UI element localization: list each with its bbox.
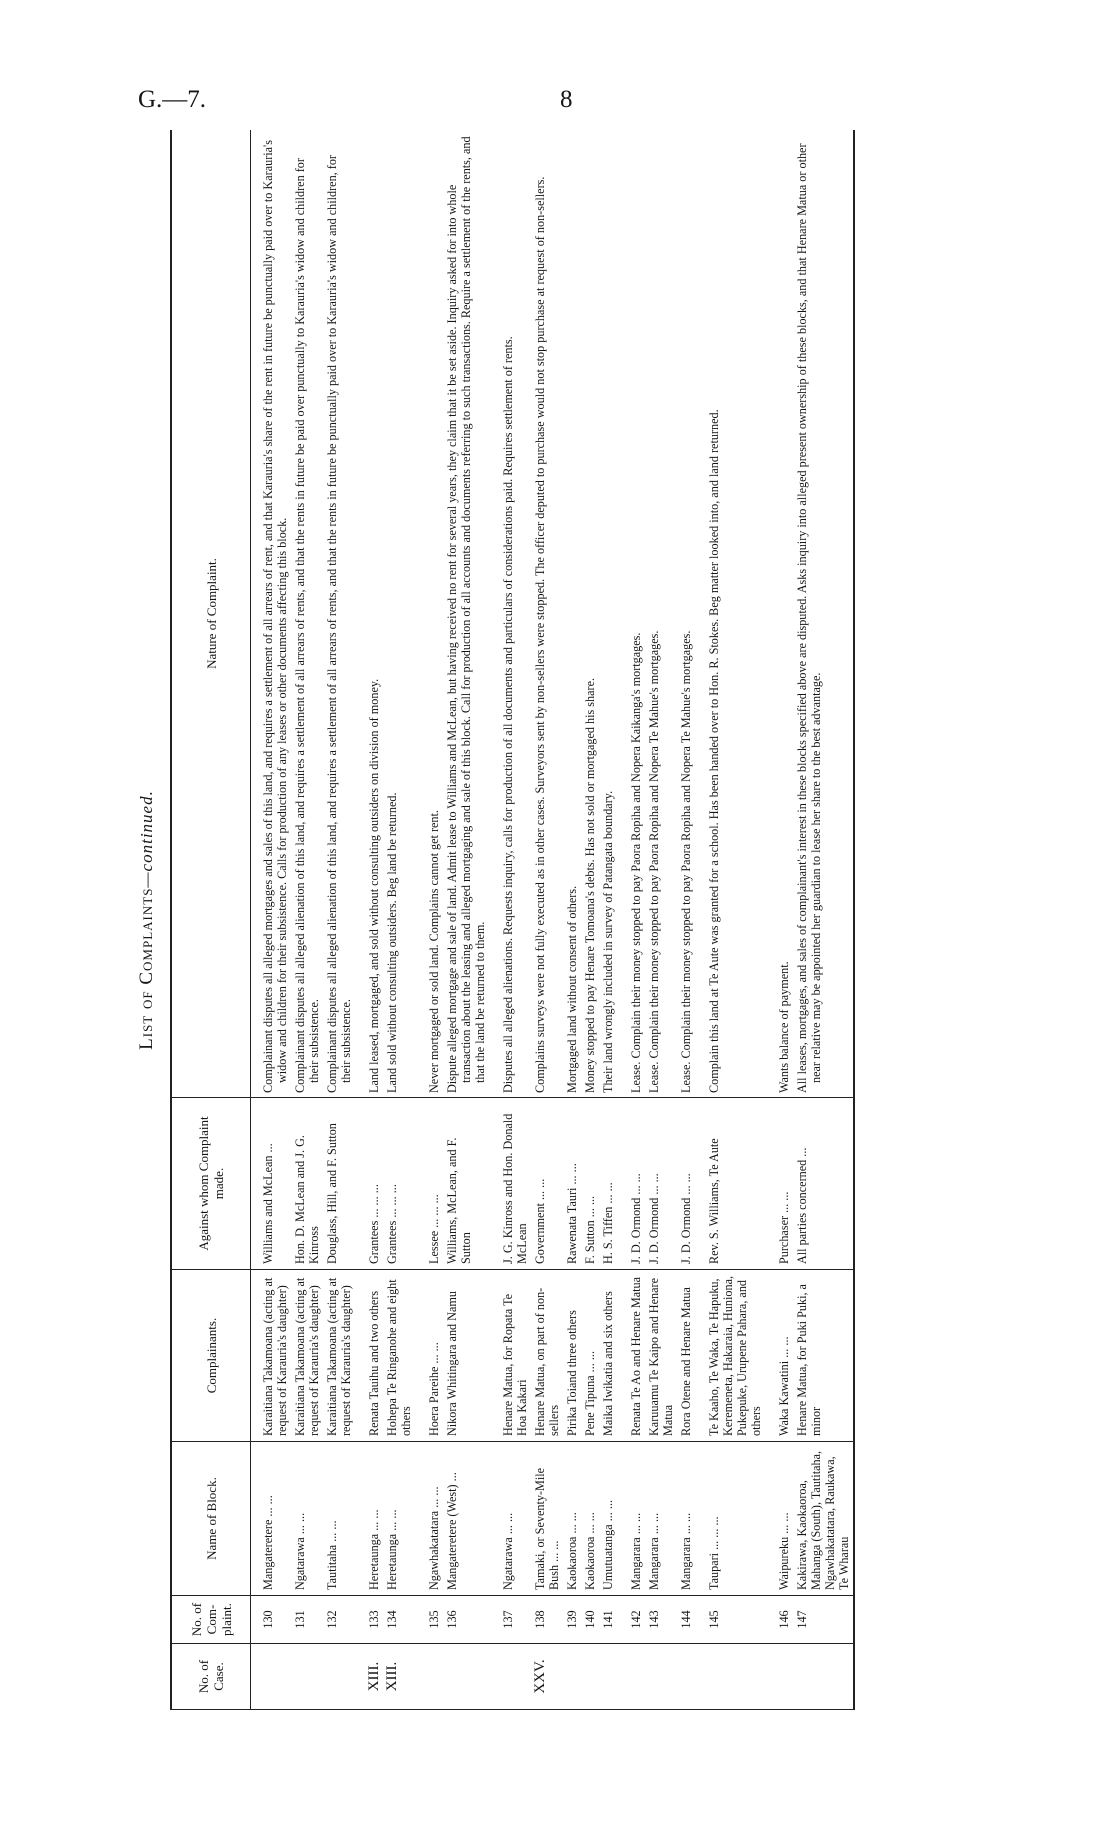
- complainants-cell: Hoera Pareihe ... ...: [415, 1270, 443, 1442]
- complaint-number-cell: 145: [695, 1596, 765, 1644]
- col-case-header: No. of Case.: [171, 1644, 251, 1710]
- nature-cell: Dispute alleged mortgage and sale of land. Admit lease to Williams and McLean, but having received no rent for several years, they claim that it be set aside. Inquiry asked for into whole transaction about the leasing and alleged mortgaging and sale of this block. Call for production of all accounts and documents referring to such transactions. Require a settlement of the rents, and that the land be returned to them.: [443, 130, 489, 1098]
- nature-cell: All leases, mortgages, and sales of complainant's interest in these blocks specified above are disputed. Asks inquiry into alleged present ownership of these blocks, and that Henare Matua or other near relative may be appointed her guardian to lease her share to the best advantage.: [793, 130, 854, 1098]
- case-cell: [489, 1644, 531, 1710]
- block-name-cell: Waipureku ... ...: [765, 1442, 793, 1596]
- block-name-cell: Ngawhakatatara ... ...: [415, 1442, 443, 1596]
- table-row: [415, 130, 443, 1710]
- complainants-cell: Karaitiana Takamoana (acting at request of Karauria's daughter): [323, 1270, 355, 1442]
- table-row: [765, 130, 793, 1710]
- rotated-content: [130, 130, 1015, 1710]
- against-cell: Rev. S. Williams, Te Aute: [695, 1098, 765, 1270]
- against-cell: Government ... ...: [531, 1098, 563, 1270]
- case-cell: [617, 1644, 645, 1710]
- complainants-cell: Pene Tipuna ... ...: [581, 1270, 599, 1442]
- nature-cell: Their land wrongly included in survey of Patangata boundary.: [599, 130, 617, 1098]
- against-cell: Williams and McLean ...: [251, 1098, 292, 1270]
- rotated-table-region: [130, 130, 1015, 1710]
- complainants-cell: Renata Te Ao and Henare Matua: [617, 1270, 645, 1442]
- case-cell: [415, 1644, 443, 1710]
- table-row: [563, 130, 581, 1710]
- nature-cell: Complainant disputes all alleged alienation of this land, and requires a settlement of all arrears of rents, and that the rents in future be paid over punctually to Karauria's widow and children for their subsistence.: [291, 130, 323, 1098]
- nature-cell: Complain this land at Te Aute was granted for a school. Has been handed over to Hon. R. Stokes. Beg matter looked into, and land returned.: [695, 130, 765, 1098]
- complaint-number-cell: 139: [563, 1596, 581, 1644]
- against-cell: J. D. Ormond ... ...: [677, 1098, 695, 1270]
- col-nature-header: Nature of Complaint.: [171, 130, 251, 1098]
- block-name-cell: Tamaki, or Seventy-Mile Bush ... ...: [531, 1442, 563, 1596]
- against-cell: J. D. Ormond ... ...: [645, 1098, 677, 1270]
- case-cell: [563, 1644, 581, 1710]
- block-name-cell: Ngatarawa ... ...: [489, 1442, 531, 1596]
- nature-cell: Never mortgaged or sold land. Complains cannot get rent.: [415, 130, 443, 1098]
- block-name-cell: Taupari ... ... ...: [695, 1442, 765, 1596]
- complaint-number-cell: 143: [645, 1596, 677, 1644]
- block-name-cell: Umutuatanga ... ...: [599, 1442, 617, 1596]
- case-cell: [677, 1644, 695, 1710]
- table-row: [323, 130, 355, 1710]
- page-number: 8: [560, 86, 573, 113]
- nature-cell: Complainant disputes all alleged alienation of this land, and requires a settlement of all arrears of rents, and that the rents in future be punctually paid over to Karauria's widow and children, for their subsistence.: [323, 130, 355, 1098]
- nature-cell: Mortgaged land without consent of others.: [563, 130, 581, 1098]
- title-suffix: —continued.: [137, 790, 156, 888]
- block-name-cell: Tautitaha ... ...: [323, 1442, 355, 1596]
- complaint-number-cell: 132: [323, 1596, 355, 1644]
- case-cell: [645, 1644, 677, 1710]
- nature-cell: Money stopped to pay Henare Tomoana's debts. Has not sold or mortgaged his share.: [581, 130, 599, 1098]
- table-row: [489, 130, 531, 1710]
- col-block-header: Name of Block.: [171, 1442, 251, 1596]
- complainants-cell: Hohepa Te Ringanohe and eight others: [383, 1270, 415, 1442]
- complaint-number-cell: 135: [415, 1596, 443, 1644]
- nature-cell: Lease. Complain their money stopped to pay Paora Ropiha and Nopera Te Mahue's mortgages.: [677, 130, 695, 1098]
- against-cell: J. D. Ormond ... ...: [617, 1098, 645, 1270]
- block-name-cell: Mangarara ... ...: [617, 1442, 645, 1596]
- case-cell: [443, 1644, 489, 1710]
- table-row: [617, 130, 645, 1710]
- case-cell: [323, 1644, 355, 1710]
- col-against-header: Against whom Complaint made.: [171, 1098, 251, 1270]
- block-name-cell: Heretaunga ... ...: [383, 1442, 415, 1596]
- complainants-cell: Henare Matua, on part of non-sellers: [531, 1270, 563, 1442]
- report-reference: G.—7.: [138, 86, 207, 113]
- against-cell: F. Sutton ... ...: [581, 1098, 599, 1270]
- table-title: [136, 130, 166, 1710]
- complaint-number-cell: 137: [489, 1596, 531, 1644]
- complaint-number-cell: 141: [599, 1596, 617, 1644]
- nature-cell: Wants balance of payment.: [765, 130, 793, 1098]
- complaint-number-cell: 142: [617, 1596, 645, 1644]
- nature-cell: Complains surveys were not fully executed as in other cases. Surveyors sent by non-sellers were stopped. The officer deputed to purchase would not stop purchase at request of non-sellers.: [531, 130, 563, 1098]
- header-row: [171, 130, 251, 1710]
- block-name-cell: Mangateretere ... ...: [251, 1442, 292, 1596]
- case-cell: [793, 1644, 854, 1710]
- nature-cell: Lease. Complain their money stopped to pay Paora Ropiha and Nopera Te Mahue's mortgages.: [645, 130, 677, 1098]
- block-name-cell: Kakirawa, Kaokaoroa, Mahanga (South), Tautitaha, Ngawhakatatara, Raukawa, Te Wharau: [793, 1442, 854, 1596]
- case-cell: [599, 1644, 617, 1710]
- block-name-cell: Heretaunga ... ...: [355, 1442, 383, 1596]
- complaint-number-cell: 146: [765, 1596, 793, 1644]
- case-cell: XIII.: [383, 1644, 415, 1710]
- complainants-cell: Henare Matua, for Puki Puki, a minor: [793, 1270, 854, 1442]
- block-name-cell: Kaokaoroa ... ...: [581, 1442, 599, 1596]
- block-name-cell: Kaokaoroa ... ...: [563, 1442, 581, 1596]
- against-cell: Williams, McLean, and F. Sutton: [443, 1098, 489, 1270]
- complainants-cell: Karaitiana Takamoana (acting at request of Karauria's daughter): [291, 1270, 323, 1442]
- table-row: [531, 130, 563, 1710]
- case-cell: [581, 1644, 599, 1710]
- complainants-cell: Te Kaaho, Te Waka, Te Hapuku, Keremeneta, Hakaraia, Huniona, Pukepuke, Urupene Pahara, and others: [695, 1270, 765, 1442]
- complainants-cell: Henare Matua, for Ropata Te Hoa Kakari: [489, 1270, 531, 1442]
- table-row: [251, 130, 292, 1710]
- nature-cell: Land sold without consulting outsiders. Beg land be returned.: [383, 130, 415, 1098]
- case-cell: [291, 1644, 323, 1710]
- case-cell: [251, 1644, 292, 1710]
- against-cell: H. S. Tiffen ... ...: [599, 1098, 617, 1270]
- title-main: List of Complaints: [136, 887, 157, 1050]
- complainants-cell: Rora Otene and Henare Matua: [677, 1270, 695, 1442]
- against-cell: Purchaser ... ...: [765, 1098, 793, 1270]
- against-cell: All parties concerned ...: [793, 1098, 854, 1270]
- table-row: [443, 130, 489, 1710]
- table-row: [677, 130, 695, 1710]
- block-name-cell: Ngatarawa ... ...: [291, 1442, 323, 1596]
- table-row: [383, 130, 415, 1710]
- complaint-number-cell: 133: [355, 1596, 383, 1644]
- against-cell: Grantees ... ... ...: [383, 1098, 415, 1270]
- complainants-cell: Renata Tauihu and two others: [355, 1270, 383, 1442]
- block-name-cell: Mangateretere (West) ...: [443, 1442, 489, 1596]
- against-cell: Hon. D. McLean and J. G. Kinross: [291, 1098, 323, 1270]
- block-name-cell: Mangarara ... ...: [645, 1442, 677, 1596]
- complainants-cell: Pirika Toiand three others: [563, 1270, 581, 1442]
- nature-cell: Complainant disputes all alleged mortgages and sales of this land, and requires a settlement of all arrears of rent, and that Karauria's share of the rent in future be punctually paid over to Karauria's widow and children for their subsistence. Calls for production of any leases or other documents affecting this block.: [251, 130, 292, 1098]
- case-cell: XXV.: [531, 1644, 563, 1710]
- case-cell: XIII.: [355, 1644, 383, 1710]
- case-cell: [695, 1644, 765, 1710]
- complaint-number-cell: 131: [291, 1596, 323, 1644]
- complaint-number-cell: 144: [677, 1596, 695, 1644]
- against-cell: Lessee ... ... ...: [415, 1098, 443, 1270]
- against-cell: Grantees ... ... ...: [355, 1098, 383, 1270]
- complaint-number-cell: 136: [443, 1596, 489, 1644]
- table-row: [793, 130, 854, 1710]
- case-cell: [765, 1644, 793, 1710]
- complaint-number-cell: 140: [581, 1596, 599, 1644]
- table-row: [581, 130, 599, 1710]
- complaints-table: [170, 130, 855, 1710]
- table-row: [599, 130, 617, 1710]
- col-complaint-header: No. of Com-plaint.: [171, 1596, 251, 1644]
- block-name-cell: Mangarara ... ...: [677, 1442, 695, 1596]
- against-cell: Douglass, Hill, and F. Sutton: [323, 1098, 355, 1270]
- against-cell: Rawenata Tauri ... ...: [563, 1098, 581, 1270]
- complaint-number-cell: 130: [251, 1596, 292, 1644]
- table-row: [695, 130, 765, 1710]
- complainants-cell: Nikora Whitingara and Namu: [443, 1270, 489, 1442]
- nature-cell: Disputes all alleged alienations. Requests inquiry, calls for production of all documents and particulars of considerations paid. Requires settlement of rents.: [489, 130, 531, 1098]
- complaint-number-cell: 138: [531, 1596, 563, 1644]
- complainants-cell: Maika Iwikatia and six others: [599, 1270, 617, 1442]
- nature-cell: Lease. Complain their money stopped to pay Paora Ropiha and Nopera Kaikanga's mortgages.: [617, 130, 645, 1098]
- table-row: [355, 130, 383, 1710]
- complainants-cell: Karuuamu Te Kaipo and Henare Matua: [645, 1270, 677, 1442]
- nature-cell: Land leased, mortgaged, and sold without consulting outsiders on division of money.: [355, 130, 383, 1098]
- table-row: [645, 130, 677, 1710]
- complainants-cell: Karaitiana Takamoana (acting at request of Karauria's daughter): [251, 1270, 292, 1442]
- complainants-cell: Waka Kawatini ... ...: [765, 1270, 793, 1442]
- col-complainants-header: Complainants.: [171, 1270, 251, 1442]
- complaint-number-cell: 147: [793, 1596, 854, 1644]
- against-cell: J. G. Kinross and Hon. Donald McLean: [489, 1098, 531, 1270]
- complaint-number-cell: 134: [383, 1596, 415, 1644]
- table-row: [291, 130, 323, 1710]
